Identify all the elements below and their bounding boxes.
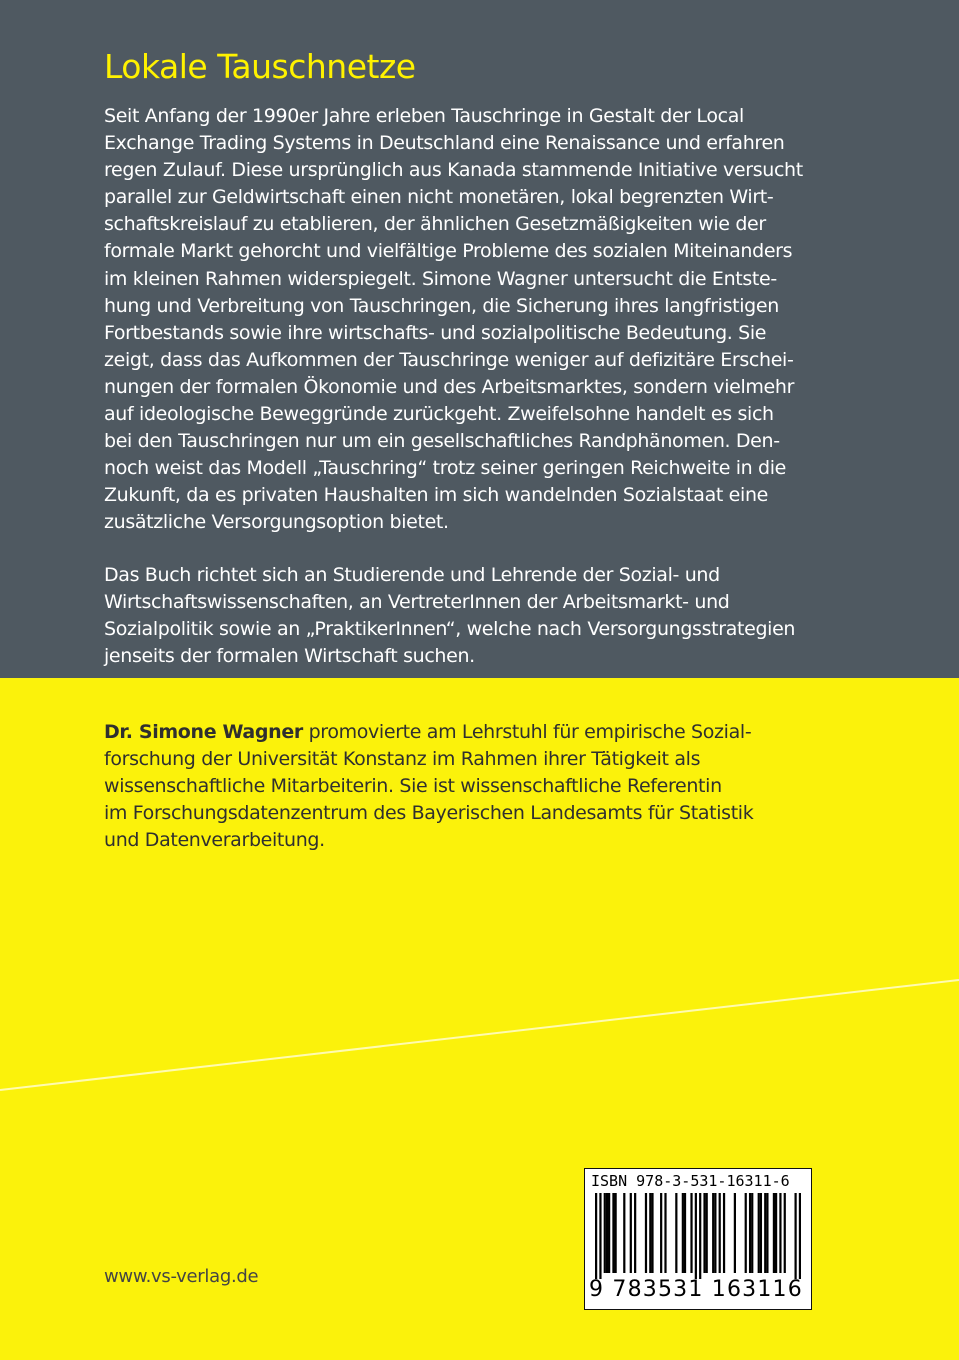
barcode-bar [664,1193,666,1273]
barcode-bar [615,1193,617,1273]
barcode-bar [599,1193,601,1279]
audience-line: Wirtschaftswissenschaften, an VertreterInnen der Arbeitsmarkt- und [104,591,730,614]
audience-line: jenseits der formalen Wirtschaft suchen. [104,645,475,668]
author-bio-line: im Forschungsdatenzentrum des Bayerischen Landesamts für Statistik [104,802,754,825]
blurb-line: Fortbestands sowie ihre wirtschafts- und sozialpolitische Bedeutung. Sie [104,321,767,344]
barcode-bar [749,1193,751,1273]
author-bio-first-line: promovierte am Lehrstuhl für empirische Sozial- [302,721,752,743]
book-blurb [104,103,803,537]
barcode-bar [779,1193,781,1273]
blurb-line: zusätzliche Versorgungsoption bietet. [104,511,449,534]
blurb-line: formale Markt gehorcht und vielfältige Probleme des sozialen Miteinanders [104,240,793,263]
isbn-barcode [584,1168,812,1310]
barcode-bar [684,1193,686,1273]
barcode-bar [675,1193,677,1273]
barcode-bar [630,1193,632,1273]
blurb-line: nungen der formalen Ökonomie und des Arbeitsmarktes, sondern vielmehr [104,375,795,398]
barcode-bar [612,1193,614,1273]
barcode-bar [649,1193,651,1273]
publisher-website: www.vs-verlag.de [104,1266,259,1287]
blurb-line: bei den Tauschringen nur um ein gesellschaftliches Randphänomen. Den- [104,430,780,453]
barcode-bar [758,1193,760,1273]
author-bio-line: forschung der Universität Konstanz im Rahmen ihrer Tätigkeit als [104,748,701,771]
barcode-bar [723,1193,725,1273]
barcode-bar [608,1193,610,1273]
barcode-bar [690,1193,692,1273]
author-bio-line: und Datenverarbeitung. [104,829,325,852]
blurb-line: parallel zur Geldwirtschaft einen nicht monetären, lokal begrenzten Wirt- [104,186,774,209]
barcode-bar [706,1193,708,1273]
barcode-bar [695,1193,697,1279]
blurb-line: auf ideologische Beweggründe zurückgeht. Zweifelsohne handelt es sich [104,403,774,426]
isbn-label: ISBN 978-3-531-16311-6 [591,1172,790,1190]
blurb-line: Seit Anfang der 1990er Jahre erleben Tauschringe in Gestalt der Local [104,105,744,127]
barcode-bar [784,1193,786,1273]
audience-line: Das Buch richtet sich an Studierende und Lehrende der Sozial- und [104,564,720,586]
blurb-line: hung und Verbreitung von Tauschringen, die Sicherung ihres langfristigen [104,294,779,317]
barcode-bar [719,1193,721,1273]
barcode-bar [682,1193,684,1273]
author-bio-line [104,719,753,746]
audience-line: Sozialpolitik sowie an „PraktikerInnen“, welche nach Versorgungsstrategien [104,618,796,641]
barcode-bar [645,1193,647,1273]
author-name: Dr. Simone Wagner [104,721,303,743]
barcode-bar [799,1193,801,1279]
barcode-bar [660,1193,662,1273]
blurb-line: zeigt, dass das Aufkommen der Tauschringe weniger auf defizitäre Erschei- [104,348,794,371]
barcode-bar [606,1193,608,1273]
blurb-line: regen Zulauf. Diese ursprünglich aus Kanada stammende Initiative versucht [104,159,803,182]
barcode-bar [766,1193,768,1273]
barcode-bar [634,1193,636,1273]
barcode-bar [595,1193,597,1279]
barcode-bar [651,1193,653,1273]
blurb-line: im kleinen Rahmen widerspiegelt. Simone Wagner untersucht die Entste- [104,267,777,290]
barcode-bar [794,1193,796,1279]
barcode-bar [760,1193,762,1273]
barcode-bar [703,1193,705,1273]
barcode-bar [623,1193,625,1273]
barcode-bar [773,1193,775,1273]
book-title: Lokale Tauschnetze [104,47,416,86]
barcode-bar [604,1193,606,1273]
barcode-bar [712,1193,714,1273]
author-bio [104,719,753,854]
blurb-line: Exchange Trading Systems in Deutschland eine Renaissance und erfahren [104,132,785,155]
barcode-bar [745,1193,747,1273]
barcode-bar [775,1193,777,1273]
blurb-line: schaftskreislauf zu etablieren, der ähnlichen Gesetzmäßigkeiten wie der [104,213,766,236]
blurb-line: Zukunft, da es privaten Haushalten im sich wandelnden Sozialstaat eine [104,484,768,507]
barcode-bar [714,1193,716,1273]
barcode-digits: 9 783531 163116 [589,1277,803,1302]
barcode-bar [734,1193,736,1273]
barcode-bar [764,1193,766,1273]
barcode-bar [699,1193,701,1279]
blurb-line: noch weist das Modell „Tauschring“ trotz seiner geringen Reichweite in die [104,457,787,480]
audience-paragraph [104,562,795,670]
author-bio-line: wissenschaftliche Mitarbeiterin. Sie ist wissenschaftliche Referentin [104,775,722,798]
barcode-bar [751,1193,753,1273]
barcode-bars [595,1193,801,1279]
